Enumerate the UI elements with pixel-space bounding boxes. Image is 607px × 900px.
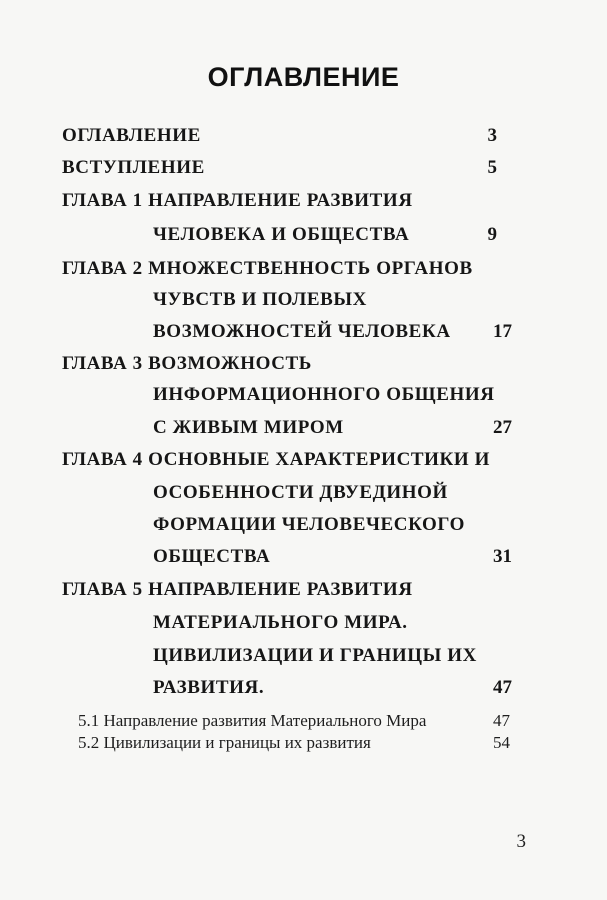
toc-page-number: 17: [493, 321, 512, 342]
toc-entry-chapter-3[interactable]: ГЛАВА 3 ВОЗМОЖНОСТЬ: [62, 353, 312, 374]
toc-page-number: 3: [487, 125, 497, 146]
toc-entry-chapter-4[interactable]: ГЛАВА 4 ОСНОВНЫЕ ХАРАКТЕРИСТИКИ И: [62, 449, 491, 470]
toc-entry-vstuplenie[interactable]: ВСТУПЛЕНИЕ: [62, 157, 205, 178]
toc-entry-chapter-1-cont: ЧЕЛОВЕКА И ОБЩЕСТВА: [153, 224, 410, 245]
toc-entry-chapter-2-cont: ВОЗМОЖНОСТЕЙ ЧЕЛОВЕКА: [153, 321, 451, 342]
toc-subentry-5-2[interactable]: 5.2 Цивилизации и границы их развития: [78, 733, 371, 752]
toc-entry-chapter-2-cont: ЧУВСТВ И ПОЛЕВЫХ: [153, 289, 367, 310]
toc-page-number: 9: [487, 224, 497, 245]
toc-entry-chapter-3-cont: С ЖИВЫМ МИРОМ: [153, 417, 344, 438]
toc-entry-chapter-3-cont: ИНФОРМАЦИОННОГО ОБЩЕНИЯ: [153, 384, 495, 405]
toc-page-number: 54: [493, 733, 510, 752]
toc-entry-oglavlenie[interactable]: ОГЛАВЛЕНИЕ: [62, 125, 201, 146]
toc-subentry-5-1[interactable]: 5.1 Направление развития Материального Мира: [78, 711, 427, 730]
toc-entry-chapter-4-cont: ОБЩЕСТВА: [153, 546, 271, 567]
toc-entry-chapter-4-cont: ОСОБЕННОСТИ ДВУЕДИНОЙ: [153, 482, 448, 503]
toc-entry-chapter-5-cont: РАЗВИТИЯ.: [153, 677, 265, 698]
toc-page-number: 27: [493, 417, 512, 438]
toc-page-number: 31: [493, 546, 512, 567]
toc-entry-chapter-5-cont: ЦИВИЛИЗАЦИИ И ГРАНИЦЫ ИХ: [153, 645, 477, 666]
page-title: ОГЛАВЛЕНИЕ: [207, 62, 400, 92]
toc-page-number: 47: [493, 711, 510, 730]
toc-page-number: 47: [493, 677, 512, 698]
toc-entry-chapter-4-cont: ФОРМАЦИИ ЧЕЛОВЕЧЕСКОГО: [153, 514, 465, 535]
toc-page-number: 5: [487, 157, 497, 178]
toc-entry-chapter-5[interactable]: ГЛАВА 5 НАПРАВЛЕНИЕ РАЗВИТИЯ: [62, 579, 413, 600]
toc-entry-chapter-2[interactable]: ГЛАВА 2 МНОЖЕСТВЕННОСТЬ ОРГАНОВ: [62, 258, 473, 279]
page-number: 3: [516, 831, 526, 852]
toc-entry-chapter-1[interactable]: ГЛАВА 1 НАПРАВЛЕНИЕ РАЗВИТИЯ: [62, 190, 413, 211]
toc-entry-chapter-5-cont: МАТЕРИАЛЬНОГО МИРА.: [153, 612, 408, 633]
